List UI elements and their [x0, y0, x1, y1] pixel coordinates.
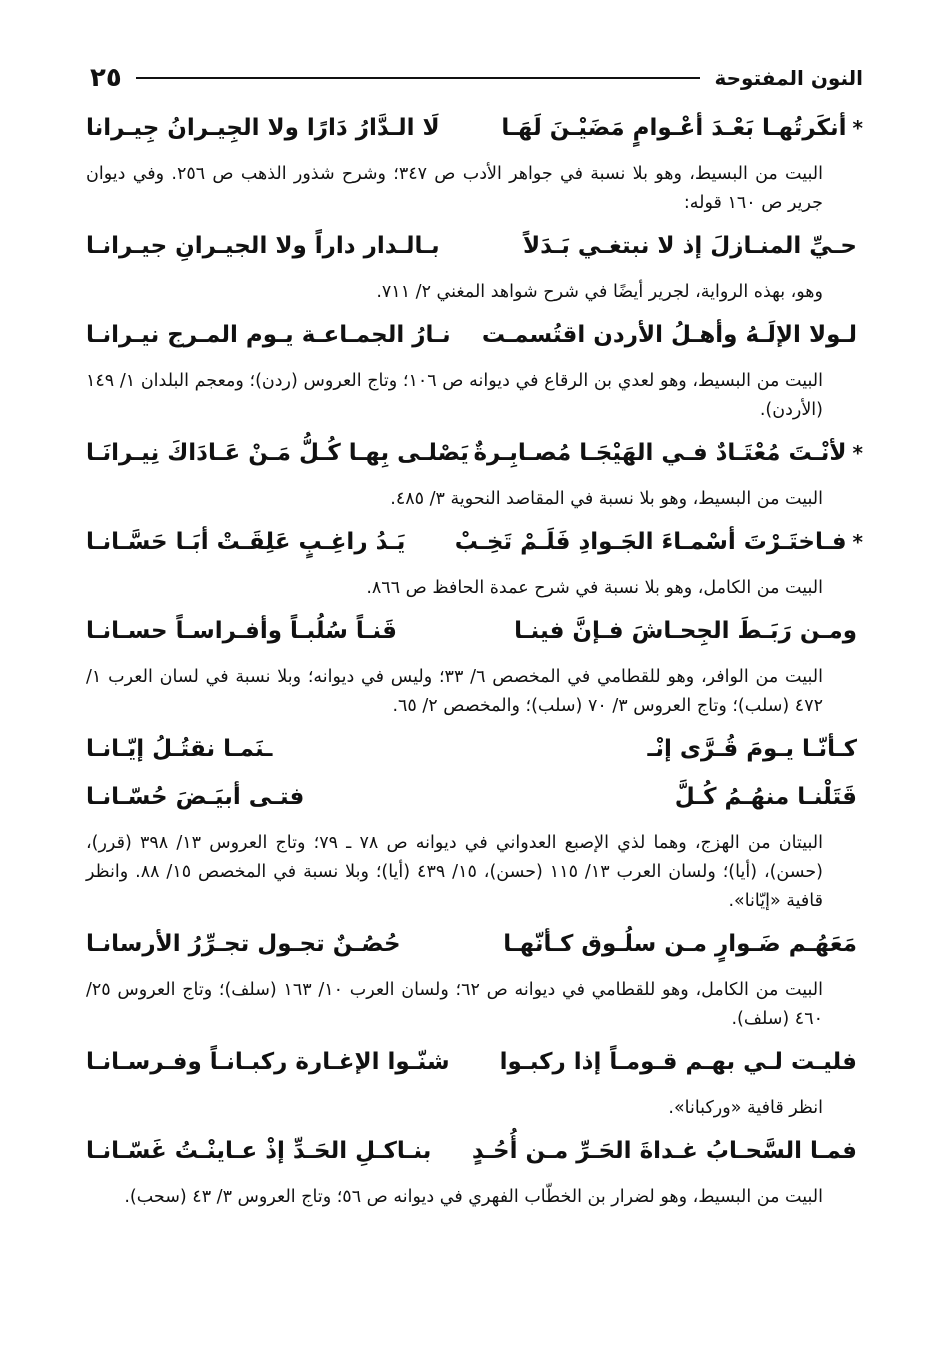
- entry-2: [86, 222, 863, 311]
- citation-note: البيت من البسيط، وهو بلا نسبة في جواهر الأدب ص ٣٤٧؛ وشرح شذور الذهب ص ٢٥٦. وفي ديوان جرير ص ١٦٠ قوله:: [86, 164, 823, 213]
- star-marker: *: [852, 116, 863, 140]
- verse-line: [86, 518, 863, 574]
- entry-4: [86, 429, 863, 518]
- verse-second-hemistich: حُصُـنٌ تجـول تجـرِّرُ الأرسانـا: [86, 931, 401, 957]
- verse-second-hemistich: ـنَمـا نقتُـلُ إيّـانـا: [86, 736, 273, 762]
- verse-second-hemistich: يَصْلـى بِهـا كُـلُّ مَـنْ عَـادَاكَ نِيـرانَـا: [86, 440, 469, 466]
- verse-second-hemistich: لَا الـدَّارُ دَارًا ولا الجِيـرانُ جِيـرانا: [86, 115, 440, 141]
- entry-11: [86, 1127, 863, 1216]
- verse-first-hemistich: *أنكَرتُهـا بَعْـدَ أعْـوامٍ مَضَيْـنَ لَهَـا: [501, 115, 863, 141]
- verse-second-hemistich: بـالـدار داراً ولا الجيـرانِ جيـرانـا: [86, 233, 440, 259]
- citation-note: البيتان من الهزج، وهما لذي الإصبع العدواني في ديوانه ص ٧٨ ـ ٧٩؛ وتاج العروس ١٣/ ٣٩٨ (قرر)، (حسن)، (أيا)؛ ولسان العرب ١٣/ ١١٥ (حسن)، ١٥/ ٤٣٩ (أيا)؛ وبلا نسبة في المخصص ١٥/ ٨٨. وانظر قافية «إيّانا».: [86, 833, 824, 911]
- citation-note: البيت من الكامل، وهو بلا نسبة في شرح عمدة الحافظ ص ٨٦٦.: [366, 578, 823, 598]
- entry-1: [86, 104, 863, 222]
- verse-line: [86, 222, 863, 278]
- page-content: [86, 104, 863, 1216]
- verse-line: [86, 311, 863, 367]
- verse-line: [86, 773, 863, 829]
- verse-second-hemistich: بنـاكـلِ الحَـدِّ إذْ عـاينْـتُ غَسّـانـا: [86, 1138, 432, 1164]
- verse-second-hemistich: شنّـوا الإغـارة ركبـانـاً وفـرسـانـا: [86, 1049, 450, 1075]
- entry-5: [86, 518, 863, 607]
- verse-line: [86, 1127, 863, 1183]
- verse-second-hemistich: يَـدُ راغِـبٍ عَلِقَـتْ أبَـا حَسَّـانـا: [86, 529, 406, 555]
- verse-line: [86, 429, 863, 485]
- verse-line: [86, 725, 863, 773]
- page-number: ٢٥: [90, 63, 122, 93]
- entry-7: [86, 725, 863, 773]
- entry-8: [86, 773, 863, 920]
- star-marker: *: [852, 530, 863, 554]
- verse-first-hemistich: مَعَهُـم ضَـوارٍ مـن سلُـوق كـأنّهـا: [503, 931, 857, 957]
- verse-first-hemistich: حـيِّ المنـازلَ إذ لا نبتغـي بَـدَلاً: [522, 233, 857, 259]
- verse-first-hemistich: *لأنْـتَ مُعْتَـادٌ فـي الهَيْجَـا مُصـابِـرةٌ: [473, 440, 863, 466]
- citation-note: وهو، بهذه الرواية، لجرير أيضًا في شرح شواهد المغني ٢/ ٧١١.: [376, 282, 823, 302]
- verse-first-hemistich: فمـا السَّحـابُ غـداةَ الحَـرِّ مـن أُحُـدٍ: [471, 1138, 857, 1164]
- verse-line: [86, 607, 863, 663]
- page-header: [90, 60, 863, 96]
- citation-note: البيت من البسيط، وهو بلا نسبة في المقاصد النحوية ٣/ ٤٨٥.: [390, 489, 823, 509]
- entry-10: [86, 1038, 863, 1127]
- verse-first-hemistich: كـأنّـا يـومَ قُـرَّى إنْـ: [647, 736, 857, 762]
- verse-first-hemistich: *فـاختَـرْتَ أسْمـاءَ الجَـوادِ فَلَـمْ تَخِـبْ: [454, 529, 863, 555]
- section-title: النون المفتوحة: [714, 66, 863, 90]
- verse-line: [86, 1038, 863, 1094]
- verse-first-hemistich: فليـت لـي بهـم قـومـاً إذا ركبـوا: [499, 1049, 857, 1075]
- verse-second-hemistich: قَنـاً سُلُبـاً وأفـراسـاً حسـانـا: [86, 618, 397, 644]
- verse-line: [86, 104, 863, 160]
- entry-9: [86, 920, 863, 1038]
- citation-note: البيت من البسيط، وهو لعدي بن الرقاع في ديوانه ص ١٠٦؛ وتاج العروس (ردن)؛ ومعجم البلدان ١/ ١٤٩ (الأردن).: [86, 371, 823, 420]
- citation-note: البيت من الكامل، وهو للقطامي في ديوانه ص ٦٢؛ ولسان العرب ١٠/ ١٦٣ (سلف)؛ وتاج العروس ٢٥/ ٤٦٠ (سلف).: [86, 980, 823, 1029]
- verse-first-hemistich: لـولا الإلَـهُ وأهـلُ الأردن اقتُسمـت: [481, 322, 857, 348]
- verse-first-hemistich: ومـن رَبَـطَ الجِحـاشَ فـإنَّ فينـا: [514, 618, 857, 644]
- verse-line: [86, 920, 863, 976]
- entry-3: [86, 311, 863, 429]
- header-rule: [136, 77, 701, 79]
- verse-second-hemistich: نـارُ الجمـاعـة يـوم المـرج نيـرانـا: [86, 322, 451, 348]
- citation-note: البيت من البسيط، وهو لضرار بن الخطّاب الفهري في ديوانه ص ٥٦؛ وتاج العروس ٣/ ٤٣ (سحب).: [124, 1187, 823, 1207]
- star-marker: *: [852, 441, 863, 465]
- citation-note: البيت من الوافر، وهو للقطامي في المخصص ٦/ ٣٣؛ وليس في ديوانه؛ وبلا نسبة في لسان العرب ١/ ٤٧٢ (سلب)؛ وتاج العروس ٣/ ٧٠ (سلب)؛ والمخصص ٢/ ٦٥.: [86, 667, 823, 716]
- verse-first-hemistich: قَتَلْنـا منهُـمُ كُـلَّ: [674, 784, 857, 810]
- citation-note: انظر قافية «وركبانا».: [668, 1098, 823, 1118]
- verse-second-hemistich: فتـى أبيَـضَ حُسّـانـا: [86, 784, 305, 810]
- entry-6: [86, 607, 863, 725]
